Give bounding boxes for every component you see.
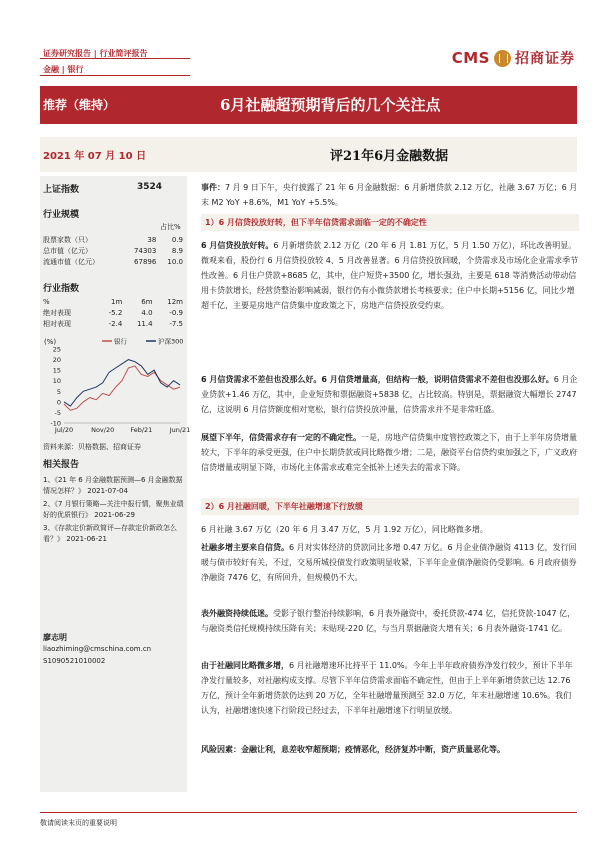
footer-note: 敬请阅读末页的重要说明 (40, 819, 117, 827)
event-paragraph: 事件：7 月 9 日下午，央行披露了 21 年 6 月金融数据：6 月新增贷款 2.12 万亿，社融 3.67 万亿；6 月末 M2 YoY +8.6%，M1 YoY +5.5%。 (201, 183, 578, 207)
rating-label: 推荐（维持） (43, 98, 116, 112)
perf-header: 12m (167, 297, 183, 306)
chart-source: 资料来源：贝格数据、招商证券 (43, 443, 141, 451)
related-list (43, 475, 185, 545)
series-line-沪深300 (64, 360, 180, 407)
x-tick-label: Jun/21 (169, 426, 191, 434)
paragraph-tsf-credit: 社融多增主要来自信贷。6 月对实体经济的贷款同比多增 0.47 万亿。6 月企业债净融资 4113 亿，发行回暖与债市较好有关，不过，交易所城投债发行政策明显收紧，下半年企业债净融资仍受影响。6 月政府债券净融资 7476 亿，有所回升，但规模仍不大。 (201, 543, 577, 582)
logo-text: CMS (451, 49, 490, 67)
footer-divider (40, 812, 577, 813)
header-divider (40, 58, 190, 59)
paragraph-demand: 6 月信贷需求不差但也没那么好。6 月信贷增量高，但结构一般，说明信贷需求不差但也没那么好。6 月企业贷款+1.46 万亿，其中，企业短贷和票据融资+5838 亿，占比较高。特别是，票据融资大幅增长 2747 亿，这说明 6 月信贷额度相对宽松，银行信贷投放冲量，信贷需求并不是非常旺盛。 (201, 375, 578, 414)
y-tick-label: 25 (52, 345, 61, 354)
analyst-name: 廖志明 (43, 633, 67, 642)
perf-title: 行业指数 (43, 284, 80, 294)
y-tick-label: 5 (56, 387, 61, 396)
scale-label: 股票家数（只） (43, 235, 92, 244)
scale-pct: 8.9 (171, 246, 183, 255)
list-item[interactable]: 2、《7 月银行策略—关注中报行情，聚焦业绩好的优质银行》 2021-06-29 (43, 500, 184, 519)
legend-label: 银行 (114, 337, 127, 346)
report-type: 证券研究报告 | 行业简评报告 (43, 49, 148, 58)
perf-header: 1m (111, 297, 123, 306)
x-tick-label: Feb/21 (130, 426, 153, 434)
table-row (41, 296, 185, 307)
perf-value: -2.4 (108, 319, 123, 328)
scale-label: 总市值（亿元） (43, 246, 92, 255)
table-row (41, 318, 185, 329)
report-title: 6月社融超预期背后的几个关注点 (220, 96, 441, 114)
scale-label: 流通市值（亿元） (43, 257, 99, 266)
scale-value: 38 (147, 235, 157, 244)
perf-value: 11.4 (136, 319, 153, 328)
scale-unit: 占比% (160, 223, 181, 231)
scale-value: 74303 (134, 246, 157, 255)
y-tick-label: 15 (52, 366, 61, 375)
y-tick-label: 20 (52, 356, 61, 365)
y-tick-label: 10 (52, 377, 61, 386)
report-date: 2021 年 07 月 10 日 (43, 151, 147, 162)
risk-factors: 风险因素：金融让利，息差收窄超预期；疫情恶化，经济复苏中断，资产质量恶化等。 (201, 745, 505, 754)
scale-title: 行业规模 (43, 210, 80, 220)
list-item[interactable]: 1、《21 年 6 月金融数据预测—6 月金融数据情况怎样？》 2021-07-04 (43, 476, 183, 495)
scale-table (41, 234, 185, 267)
perf-value: -0.9 (169, 308, 183, 317)
report-sector: 金融 | 银行 (43, 65, 84, 74)
perf-table (41, 296, 185, 329)
scale-pct: 0.9 (171, 235, 183, 244)
header-divider-2 (40, 75, 190, 76)
x-tick-label: Nov/20 (91, 426, 115, 434)
perf-value: -7.5 (169, 319, 183, 328)
section-heading-1: 1）6 月信贷投放好转，但下半年信贷需求面临一定的不确定性 (201, 214, 579, 231)
perf-label: 相对表现 (43, 319, 71, 328)
logo-chinese: 招商证券 (515, 51, 575, 67)
perf-header: 6m (141, 297, 153, 306)
y-tick-label: -5 (54, 408, 61, 417)
x-tick-label: Jul/20 (54, 426, 74, 434)
index-performance-chart (40, 335, 191, 435)
table-row (41, 234, 185, 245)
perf-label: 绝对表现 (43, 308, 71, 317)
section-heading-2: 2）6 月社融回暖，下半年社融增速下行放缓 (201, 498, 579, 515)
paragraph-outlook: 展望下半年，信贷需求存有一定的不确定性。一是，房地产信贷集中度管控政策之下，由于上半年房贷增量较大，下半年的承受更强，住户中长期贷款或同比略微少增；二是，融资平台信贷约束加强之下，广义政府信贷增量或明显下降，市场化主体需求或难完全抵补上述失去的需求下降。 (201, 433, 577, 472)
analyst-email[interactable]: liaozhiming@cmschina.com.cn (43, 645, 152, 653)
perf-value: 4.0 (141, 308, 153, 317)
chart-ylabel: (%) (44, 338, 57, 346)
paragraph-tsf-growth: 由于社融同比略微多增，6 月社融增速环比持平于 11.0%。今年上半年政府债券净发行较少，预计下半年净发行量较多，对社融构成支撑。尽管下半年信贷需求面临不确定性，但由于上半年新增贷款已达 12.76 万亿，预计全年新增贷款仍达到 20 万亿，全年社融增量预测至 32.0 万亿，年末社融增速 10.6%。我们认为，社融增速快速下行阶段已经过去，下半年社融增速下行明显放缓。 (201, 661, 573, 715)
y-tick-label: -10 (50, 419, 61, 428)
paragraph-offbalance: 表外融资持续低迷。受影子银行整治持续影响，6 月表外融资中，委托贷款-474 亿，信托贷款-1047 亿，与融资类信托规模持续压降有关；未贴现-220 亿，与当月票据融资大增有关；6 月表外融资-1741 亿。 (201, 609, 576, 633)
related-title: 相关报告 (43, 460, 80, 470)
analyst-id: S1090521010002 (43, 657, 106, 665)
table-row (41, 307, 185, 318)
logo-emblem-icon (494, 50, 511, 67)
index-label: 上证指数 (43, 185, 80, 195)
paragraph-tsf: 6 月社融 3.67 万亿（20 年 6 月 3.47 万亿，5 月 1.92 万亿），同比略微多增。 (201, 525, 488, 534)
perf-value: -5.2 (108, 308, 123, 317)
table-row (41, 245, 185, 256)
table-row (41, 256, 185, 267)
series-line-银行 (64, 366, 180, 410)
paragraph-credit: 6 月信贷投放好转。6 月新增贷款 2.12 万亿（20 年 6 月 1.81 万亿，5 月 1.50 万亿），环比改善明显。微观来看，股份行 6 月信贷投放较 4、5 月改善显著。6 月信贷投放回暖，个贷需求及市场化企业需求季节性改善。6 月住户贷款+8685 亿，其中，住户短贷+3500 亿，增长强劲，主要是 618 等消费活动带动信用卡贷款增长，经营贷整治影响减弱，银行仍有小微贷款增长考核要求；住户中长期+5156 亿，同比少增超千亿，主要是房地产信贷集中度政策之下，房地产信贷投放受约束。 (201, 241, 579, 310)
list-item[interactable]: 3、《存款定价新政简评—存款定价新政怎么看？》 2021-06-21 (43, 524, 177, 543)
scale-value: 67896 (134, 257, 157, 266)
report-subtitle: 评21年6月金融数据 (330, 149, 449, 164)
index-value: 3524 (137, 182, 163, 192)
y-tick-label: 0 (56, 398, 61, 407)
scale-pct: 10.0 (167, 257, 183, 266)
legend-label: 沪深300 (158, 337, 184, 346)
cms-logo (452, 48, 575, 68)
perf-header: % (43, 297, 50, 306)
